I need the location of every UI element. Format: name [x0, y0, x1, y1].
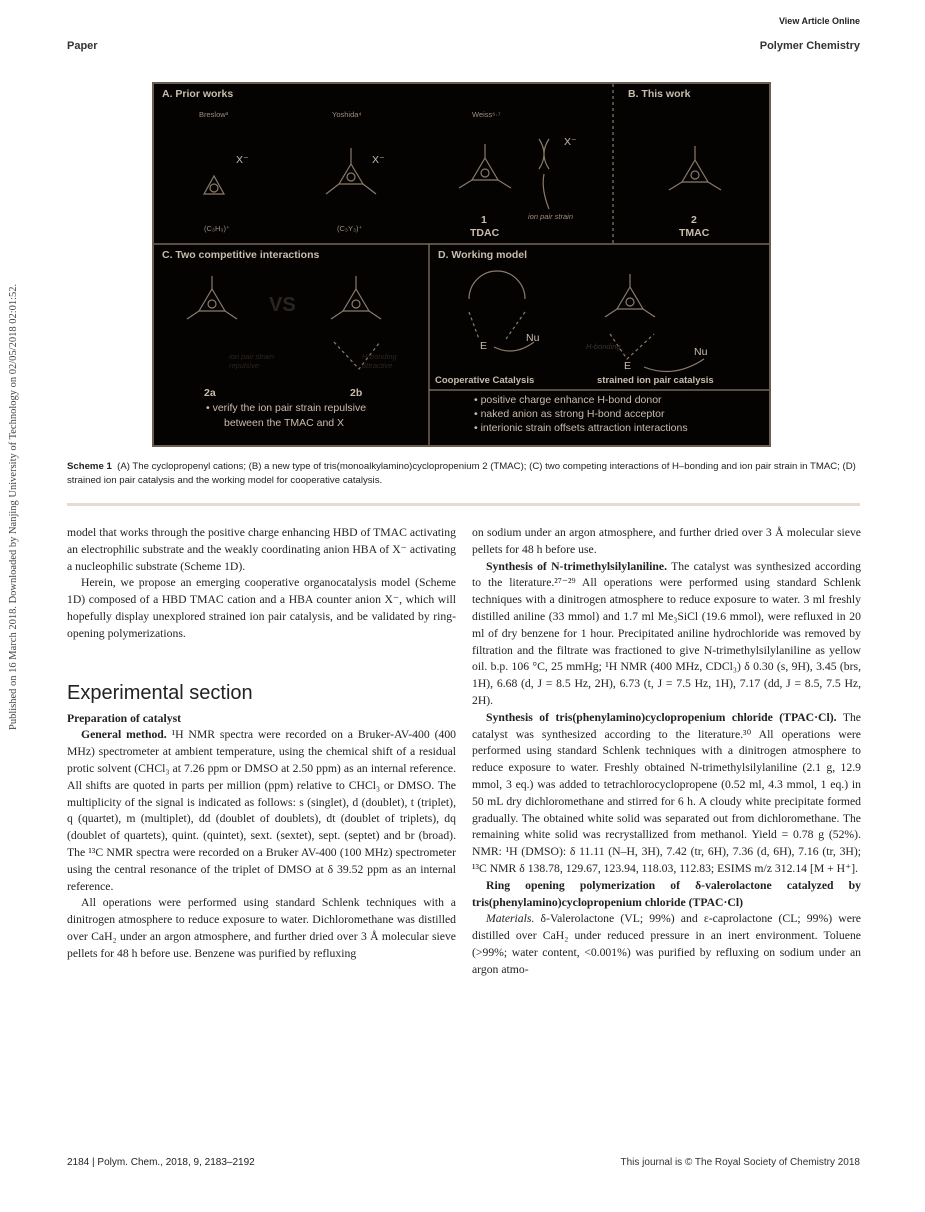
paragraph-lead: Synthesis of tris(phenylamino)cyclopropenium chloride (TPAC·Cl). [486, 710, 837, 724]
compound-number-1: 1 [481, 214, 487, 226]
ref-weiss: Weiss⁶·⁷ [472, 110, 501, 119]
paragraph-text: δ-Valerolactone (VL; 99%) and ε-caprolactone (CL; 99%) were distilled over CaH₂ under reduced pressure in an inert environment. Toluene (>99%; water content, <0.001%) was purified by refluxing on sodium under an argon atmo- [472, 912, 861, 976]
panel-c-bullet: • verify the ion pair strain repulsive [206, 402, 367, 414]
h-bonding-label: H-bonding [586, 342, 621, 351]
compound-2a: 2a [204, 387, 216, 399]
paragraph-text: ¹H NMR spectra were recorded on a Bruker-AV-400 (400 MHz) spectrometer at ambient temperature, using the chemical shift of a residual protic solvent (CHCl₃ at 7.26 ppm or DMSO at 2.50 ppm) as an internal reference. All shifts are quoted in parts per million (ppm) relative to CHCl₃ or DMSO. The multiplicity of the signal is indicated as follows: s (singlet), d (doublet), t (triplet), q (quartet), m (multiplet), dd (doublet of doublets), dt (doublet of triplets), dq (doublet of quartets), quint. (quintet), sext. (sextet), sept. (septet) and br (broad). The ¹³C NMR spectra were recorded on a Bruker AV-400 (100 MHz) spectrometer using the central resonance of the triplet of DMSO at δ 39.52 ppm as an internal reference. [67, 728, 457, 893]
panel-c-bullet-cont: between the TMAC and X [224, 417, 345, 429]
anion-label: X⁻ [564, 136, 577, 148]
anion-label: X⁻ [236, 154, 249, 166]
subsection-heading-text: Ring opening polymerization of δ-valerolactone catalyzed by tris(phenylamino)cyclopropenium chloride (TPAC·Cl) [472, 878, 861, 909]
compound-name-tmac: TMAC [679, 227, 710, 239]
paragraph: model that works through the positive charge enhancing HBD of TMAC activating an electrophilic substrate and the weakly coordinating anion HBA of X⁻ activating a nucleophilic substrate (Scheme 1D). [67, 526, 456, 573]
paragraph-text: The catalyst was synthesized according to the literature.²⁷⁻²⁹ All operations were performed using standard Schlenk techniques with a dinitrogen atmosphere to reduce exposure to water. 3 ml freshly distilled aniline (33 mmol) and 1.7 ml Me₃SiCl (19.6 mmol), were refluxed in 20 ml of dry benzene for 1 hour. Precipitated aniline hydrochloride was removed by filtration and the filtrate was fractioned to give N-trimethylsilylaniline as yellow oil. b.p. 106 °C, 25 mmHg; ¹H NMR (400 MHz, CDCl₃) δ 0.30 (s, 9H), 3.45 (brs, 1H), 6.68 (d, J = 8.5 Hz, 2H), 6.73 (t, J = 7.5 Hz, 1H), 7.17 (dd, J = 8.5, 7.5 Hz, 2H). [472, 559, 861, 707]
caption-label: Scheme 1 [67, 461, 112, 472]
compound-2b: 2b [350, 387, 363, 399]
paragraph [472, 710, 861, 878]
paragraph-lead: Materials. [486, 912, 535, 926]
caption-text: (A) The cyclopropenyl cations; (B) a new type of tris(monoalkylamino)cyclopropenium 2 (TMAC); (C) two competing interactions of H–bonding and ion pair strain in TMAC; (D) strained ion pair catalysis and the working model for cooperative catalysis. [67, 461, 856, 486]
compound-number-2: 2 [691, 214, 697, 226]
paragraph: on sodium under an argon atmosphere, and further dried over 3 Å molecular sieve pellets for 48 h before use. [472, 526, 861, 556]
ref-yoshida: Yoshida⁴ [332, 110, 362, 119]
section-heading: Experimental section [67, 681, 253, 704]
electrophile-label: E [480, 340, 488, 352]
panel-b-title: B. This work [628, 88, 691, 100]
paragraph: Herein, we propose an emerging cooperative organocatalysis model (Scheme 1D) composed of a HBD TMAC cation and a HBA counter anion X⁻, which will hopefully display unexplored strained ion pair catalysis, and be validated by ring-opening polymerizations. [67, 576, 456, 640]
footer-citation: 2184 | Polym. Chem., 2018, 9, 2183–2192 [67, 1157, 255, 1168]
panel-d-bullet: • interionic strain offsets attraction interactions [474, 422, 688, 434]
strained-ion-pair-label: strained ion pair catalysis [597, 375, 714, 386]
scheme-figure [152, 82, 771, 447]
scheme-caption [67, 460, 860, 488]
paragraph [67, 727, 456, 895]
nucleophile-label: Nu [526, 332, 540, 344]
paragraph-lead: General method. [81, 728, 167, 742]
anion-label: X⁻ [372, 154, 385, 166]
left-column [67, 525, 456, 963]
formula-c3y3: (C₃Y₃)⁺ [337, 224, 363, 233]
footer-copyright: This journal is © The Royal Society of Chemistry 2018 [620, 1157, 860, 1168]
published-notice: Published on 16 March 2018. Downloaded by Nanjing University of Technology on 02/05/2018 02:01:52. [8, 283, 19, 730]
paragraph [472, 911, 861, 978]
ref-breslow: Breslow³ [199, 110, 229, 119]
header-journal-name: Polymer Chemistry [759, 40, 860, 52]
subsection-heading: Preparation of catalyst [67, 711, 182, 725]
note-repulsive: ion pair strain repulsive [229, 352, 275, 370]
nucleophile-label: Nu [694, 346, 708, 358]
right-column [472, 525, 861, 979]
cooperative-catalysis-label: Cooperative Catalysis [435, 375, 535, 386]
paragraph [472, 559, 861, 710]
panel-d-bullet: • naked anion as strong H-bond acceptor [474, 408, 665, 420]
note-attractive: H-bonding attractive [362, 352, 397, 370]
header-section-label: Paper [67, 40, 98, 52]
panel-a-title: A. Prior works [162, 88, 234, 100]
scheme-graphics [154, 84, 769, 445]
view-article-online-link[interactable]: View Article Online [778, 16, 860, 26]
panel-d-bullet: • positive charge enhance H-bond donor [474, 394, 662, 406]
ion-pair-strain-label: ion pair strain [528, 212, 574, 221]
paragraph-text: The catalyst was synthesized according to the literature.³⁰ All operations were performed using standard Schlenk techniques with a dinitrogen atmosphere to reduce exposure to water. Freshly obtained N-trimethylsilylaniline (2.1 g, 12.9 mmol, 3 eq.) was added to tetrachlorocyclopropene (0.52 ml, 4.3 mmol, 1 eq.) in 50 mL dry dichloromethane and stirred for 6 h. A cloudy white precipitate formed gradually. The obtained white solid was separated out from dichloromethane. The remaining white solid was recrystallized from methanol. Yield = 0.78 g (52%). NMR: ¹H (DMSO): δ 11.11 (N–H, 3H), 7.42 (tr, 6H), 7.36 (d, 6H), 7.16 (tr, 3H); ¹³C NMR δ 138.78, 129.67, 123.94, 118.03, 112.83; ESIMS m/z 312.14 [M + H⁺]. [472, 710, 861, 875]
caption-divider [67, 503, 860, 506]
paragraph-lead: Synthesis of N-trimethylsilylaniline. [486, 559, 668, 573]
paragraph: All operations were performed using standard Schlenk techniques with a dinitrogen atmosphere to reduce exposure to water. Dichloromethane was distilled over CaH₂ under an argon atmosphere, and further dried over 3 Å molecular sieve pellets for 48 h before use. Benzene was purified by refluxing [67, 896, 456, 960]
subsection-heading [472, 878, 861, 912]
cyclopropenium-icon [204, 176, 224, 194]
formula-c3h3: (C₃H₃)⁺ [204, 224, 230, 233]
vs-label: VS [269, 294, 296, 316]
compound-name-tdac: TDAC [470, 227, 500, 239]
publication-sidebar [8, 190, 24, 730]
electrophile-label: E [624, 360, 632, 372]
panel-d-title: D. Working model [438, 249, 528, 261]
panel-c-title: C. Two competitive interactions [162, 249, 320, 261]
